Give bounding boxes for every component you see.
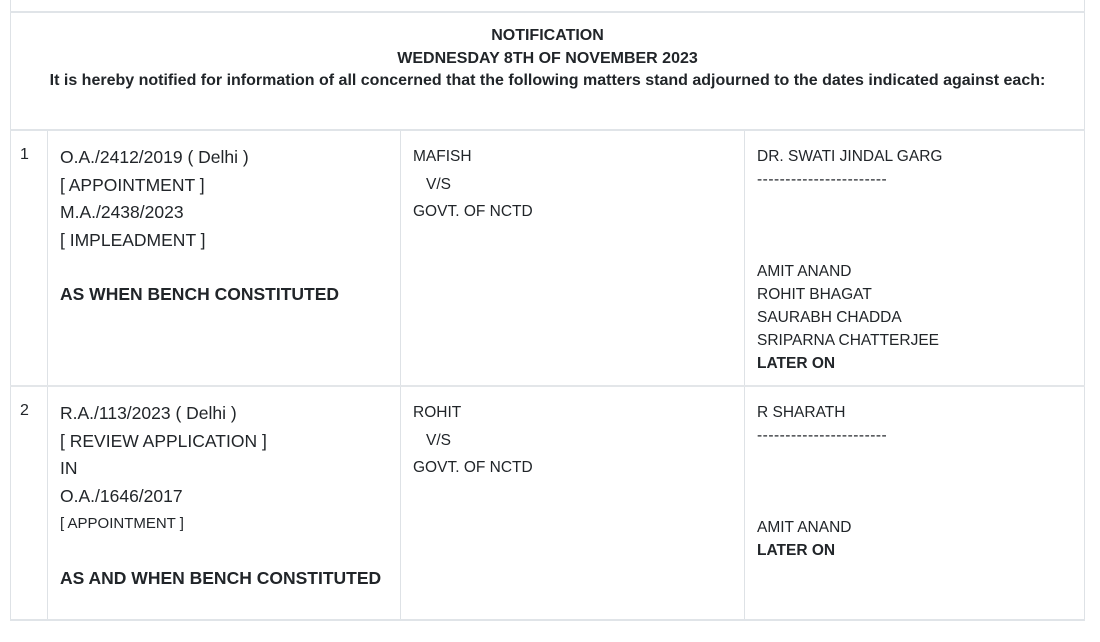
case-details-cell	[48, 130, 401, 386]
case-connector-line: IN	[60, 458, 78, 478]
case-type-line: [ APPOINTMENT ]	[60, 174, 205, 195]
spacer	[757, 447, 1074, 516]
respondent-advocate: AMIT ANAND	[757, 263, 852, 280]
case-type-line: [ REVIEW APPLICATION ]	[60, 430, 267, 451]
versus-text: V/S	[426, 431, 451, 449]
applicant-name: MAFISH	[413, 148, 472, 165]
notification-date: WEDNESDAY 8TH OF NOVEMBER 2023	[397, 49, 698, 67]
parties-cell	[401, 130, 745, 386]
case-details-cell	[48, 386, 401, 620]
respondent-advocate: SAURABH CHADDA	[757, 309, 902, 326]
case-number-line: M.A./2438/2023	[60, 202, 184, 222]
bench-remark: AS WHEN BENCH CONSTITUTED	[60, 284, 340, 304]
respondent-advocate: ROHIT BHAGAT	[757, 286, 872, 303]
respondent-advocate: AMIT ANAND	[757, 519, 852, 536]
case-number-line: O.A./2412/2019 ( Delhi )	[60, 147, 249, 167]
status-text: LATER ON	[757, 355, 836, 372]
cutoff-cell	[11, 0, 1085, 12]
spacer	[60, 538, 386, 565]
cutoff-row	[11, 0, 1085, 12]
notification-header	[11, 12, 1085, 130]
applicant-advocate: DR. SWATI JINDAL GARG	[757, 148, 943, 165]
parties-cell	[401, 386, 745, 620]
case-number-line: O.A./1646/2017	[60, 485, 183, 506]
advocates-cell	[745, 386, 1085, 620]
bench-remark: AS AND WHEN BENCH CONSTITUTED	[60, 567, 382, 588]
serial-cell	[11, 130, 48, 386]
applicant-name: ROHIT	[413, 404, 462, 421]
spacer	[757, 191, 1074, 260]
respondent-name: GOVT. OF NCTD	[413, 203, 533, 220]
table-row	[11, 386, 1085, 620]
serial-number: 2	[20, 402, 29, 419]
notification-body: It is hereby notified for information of all concerned that the following matters stand adjourned to the dates indicated against each:	[49, 72, 1046, 89]
respondent-advocate: SRIPARNA CHATTERJEE	[757, 332, 940, 349]
advocates-cell	[745, 130, 1085, 386]
advocate-divider: -----------------------	[757, 427, 888, 444]
respondent-name: GOVT. OF NCTD	[413, 459, 533, 476]
versus-text: V/S	[426, 175, 451, 193]
table-row	[11, 130, 1085, 386]
serial-number: 1	[20, 146, 29, 163]
notification-title: NOTIFICATION	[491, 27, 604, 44]
case-type-line: [ IMPLEADMENT ]	[60, 229, 206, 250]
spacer	[60, 254, 386, 281]
status-text: LATER ON	[757, 542, 836, 559]
applicant-advocate: R SHARATH	[757, 404, 846, 421]
case-type-line: [ APPOINTMENT ]	[60, 515, 184, 532]
cause-list-table	[10, 0, 1085, 621]
case-number-line: R.A./113/2023 ( Delhi )	[60, 403, 237, 423]
advocate-divider: -----------------------	[757, 171, 888, 188]
serial-cell	[11, 386, 48, 620]
notification-header-row	[11, 12, 1085, 130]
